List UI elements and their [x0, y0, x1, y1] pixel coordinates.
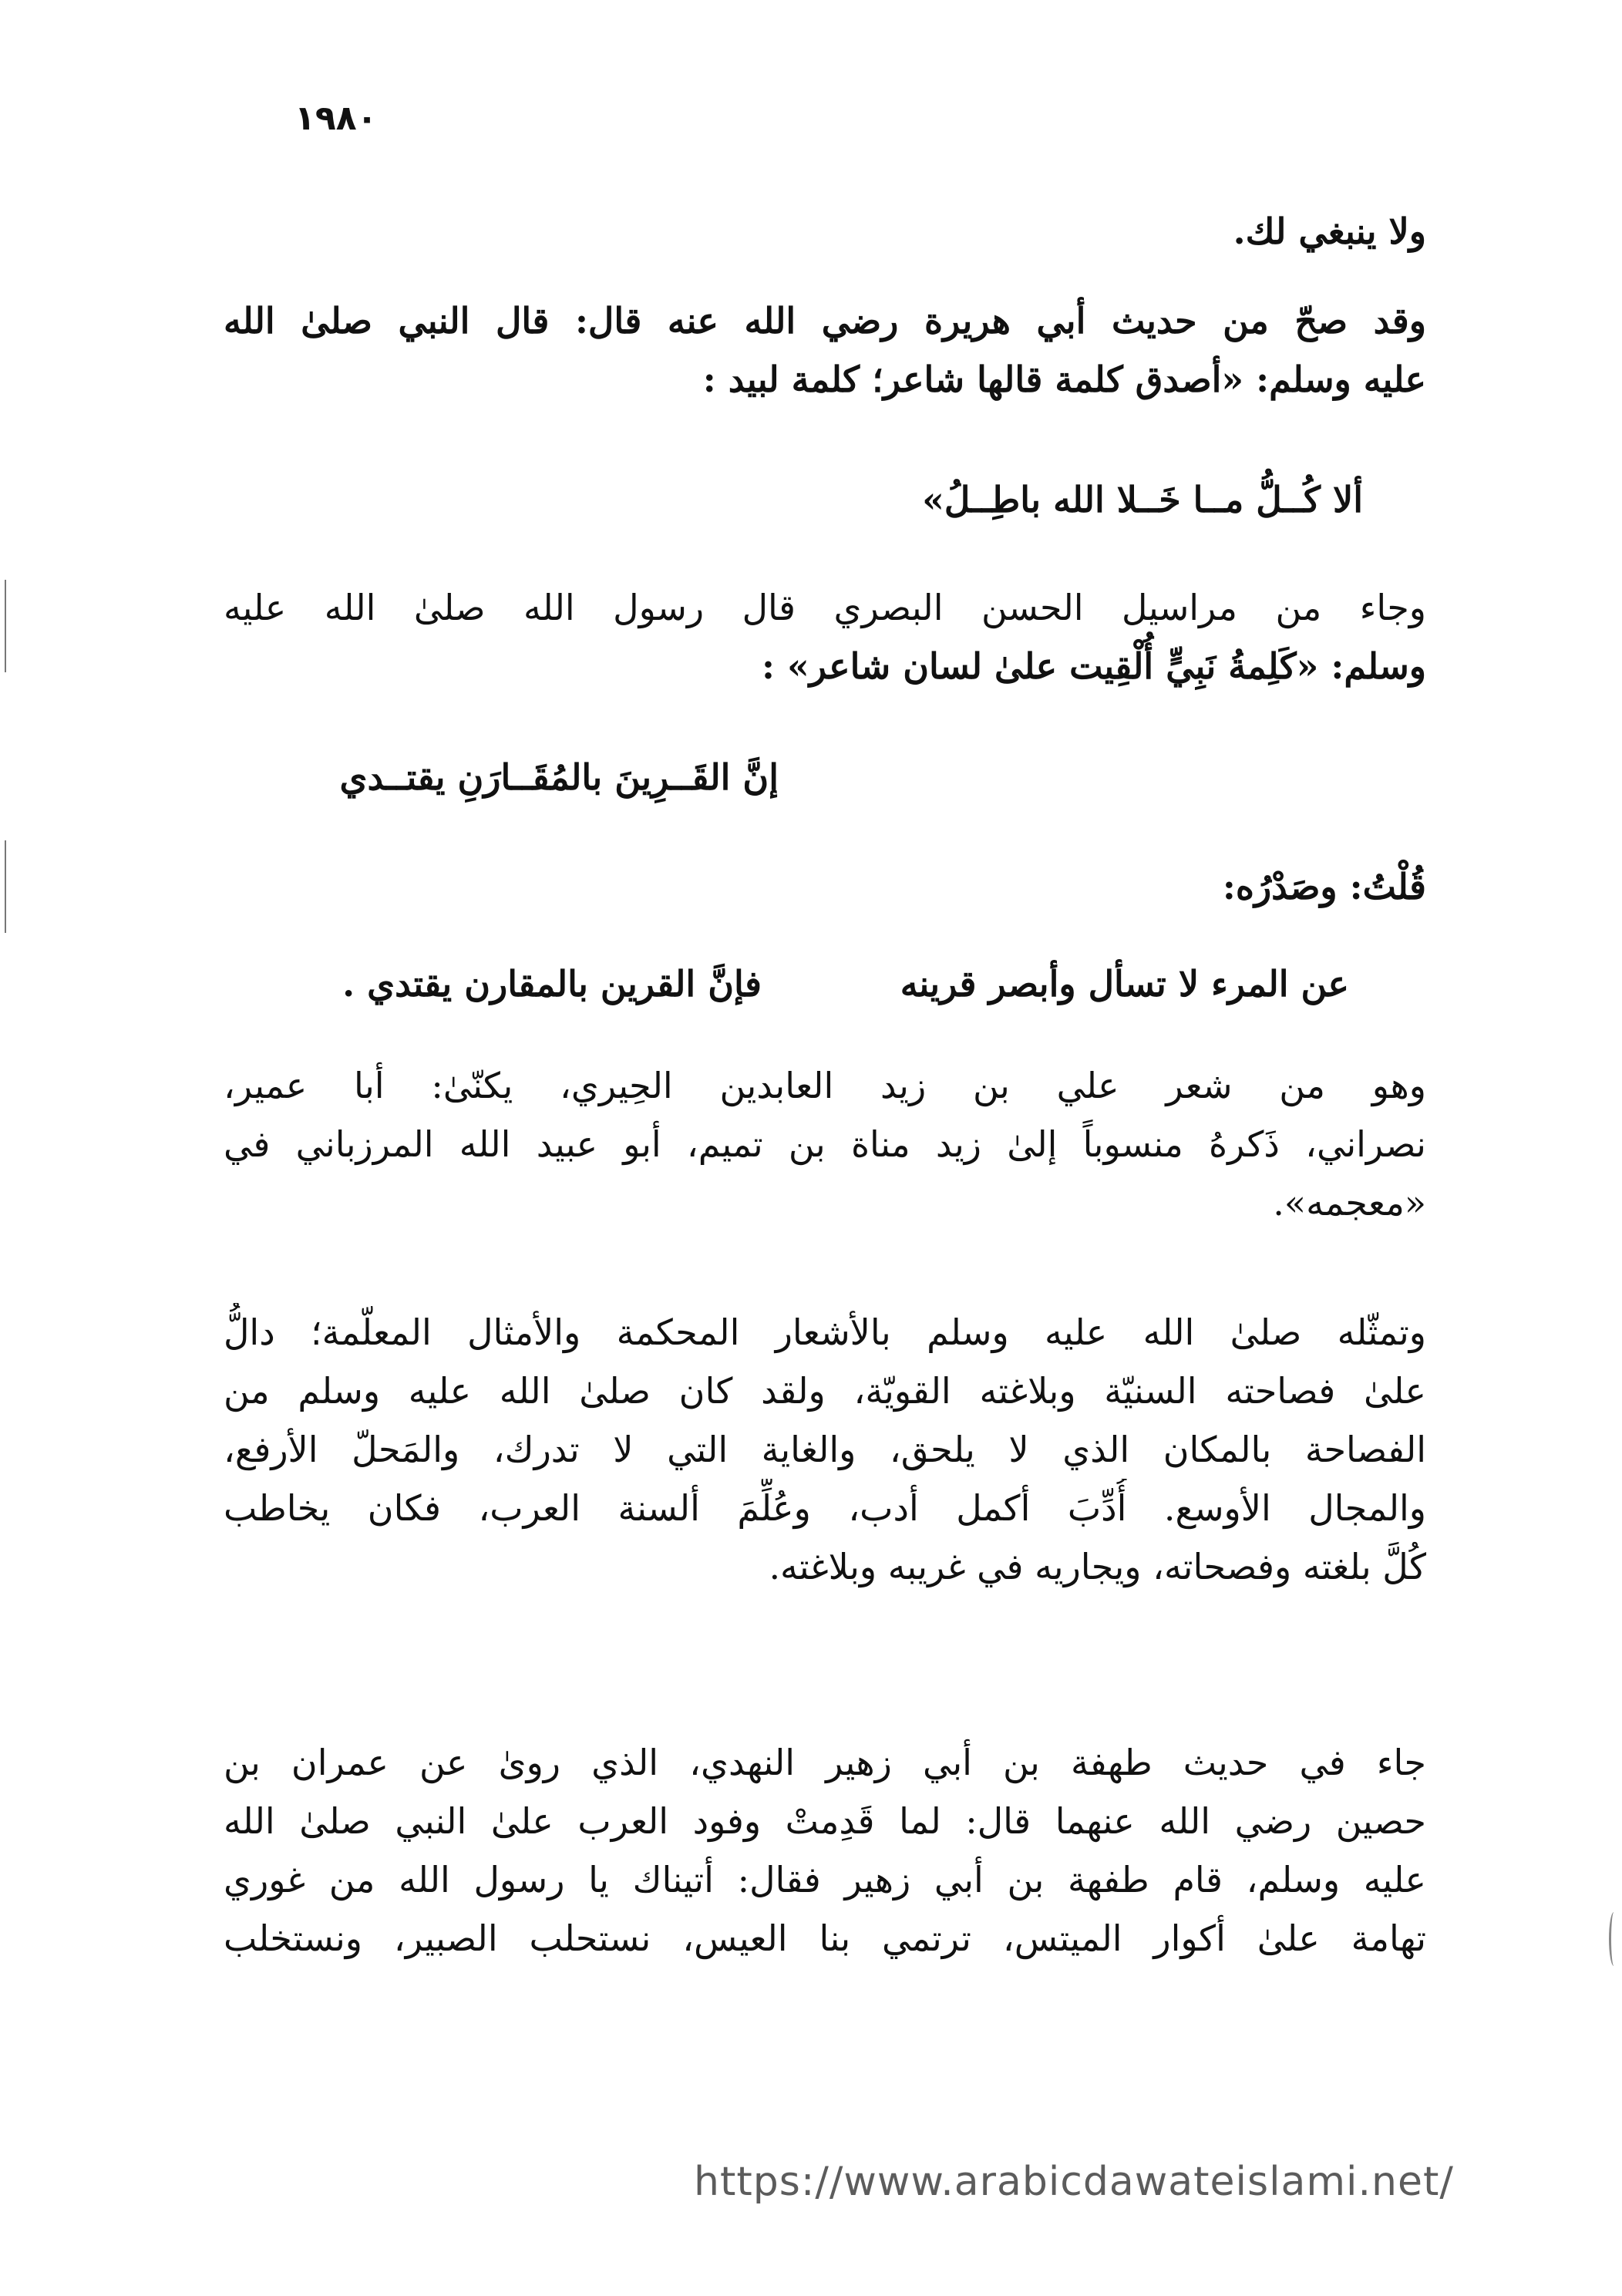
text-line: عليه وسلم: «أصدق كلمة قالها شاعر؛ كلمة لبيد : — [702, 359, 1426, 400]
text-line: وهو من شعر علي بن زيد العابدين الحِيري، يكنّىٰ: أبا عمير، — [224, 1065, 1426, 1106]
text-line: وتمثّله صلىٰ الله عليه وسلم بالأشعار المحكمة والأمثال المعلّمة؛ دالُّ — [224, 1311, 1426, 1353]
paragraph-eloquence — [224, 1303, 1426, 1596]
verse-first-hemistich: عن المرء لا تسأل وأبصر قرينه — [900, 963, 1349, 1005]
text-line: كُلَّ بلغته وفصحاته، ويجاريه في غريبه وبلاغته. — [769, 1546, 1426, 1587]
verse-labid: ألا كُــلُّ مــا خَــلا الله باطِــلُ» — [922, 479, 1363, 520]
text-line: حصين رضي الله عنهما قال: لما قَدِمتْ وفود العرب علىٰ النبي صلىٰ الله — [224, 1800, 1426, 1842]
text-line: عليه وسلم، قام طفهة بن أبي زهير فقال: أتيناك يا رسول الله من غوري — [224, 1859, 1426, 1900]
text-line: «معجمه». — [1273, 1182, 1426, 1224]
text-line: نصراني، ذَكرهُ منسوباً إلىٰ زيد مناة بن تميم، أبو عبيد الله المرزباني في — [224, 1123, 1426, 1165]
watermark-url: https://www.arabicdawateislami.net/ — [694, 2159, 1454, 2205]
text-line: الفصاحة بالمكان الذي لا يلحق، والغاية التي لا تدرك، والمَحلّ الأرفع، — [224, 1429, 1426, 1470]
text-line: علىٰ فصاحته السنيّة وبلاغته القويّة، ولقد كان صلىٰ الله عليه وسلم من — [224, 1370, 1426, 1412]
scan-edge-mark — [1609, 1912, 1619, 1966]
verse-qarin: إنَّ القَــرِينَ بالمُقَــارَنِ يقتــدي — [339, 756, 779, 798]
text-line: جاء في حديث طهفة بن أبي زهير النهدي، الذي روىٰ عن عمران بن — [224, 1742, 1426, 1783]
text-line: قُلْتُ: وصَدْرُه: — [1222, 866, 1426, 907]
paragraph-tahfa-hadith — [224, 1733, 1426, 1968]
text-line: والمجال الأوسع. أُدِّبَ أكمل أدب، وعُلِّمَ ألسنة العرب، فكان يخاطب — [224, 1487, 1426, 1529]
scan-margin-mark — [5, 580, 6, 672]
scan-margin-mark — [5, 840, 6, 933]
paragraph-poet-info — [224, 1056, 1426, 1232]
text-line: وقد صحّ من حديث أبي هريرة رضي الله عنه قال: قال النبي صلىٰ الله — [224, 300, 1426, 342]
text-line: ولا ينبغي لك. — [1233, 210, 1426, 252]
text-line: وجاء من مراسيل الحسن البصري قال رسول الله صلىٰ الله عليه — [224, 587, 1426, 628]
text-line: وسلم: «كَلِمةُ نَبِيٍّ أُلْقِيت علىٰ لسان شاعر» : — [762, 645, 1426, 687]
page-number: ١٩٨٠ — [294, 99, 378, 138]
paragraph-continuation — [224, 202, 1426, 261]
verse-second-hemistich: فإنَّ القرين بالمقارن يقتدي . — [342, 963, 762, 1005]
paragraph-hadith-abu-hurayra — [224, 291, 1426, 409]
qultu-line — [224, 857, 1426, 916]
text-line: تهامة علىٰ أكوار الميتس، ترتمي بنا العيس، نستحلب الصبير، ونستخلب — [224, 1917, 1426, 1959]
paragraph-hasan-basri — [224, 578, 1426, 695]
